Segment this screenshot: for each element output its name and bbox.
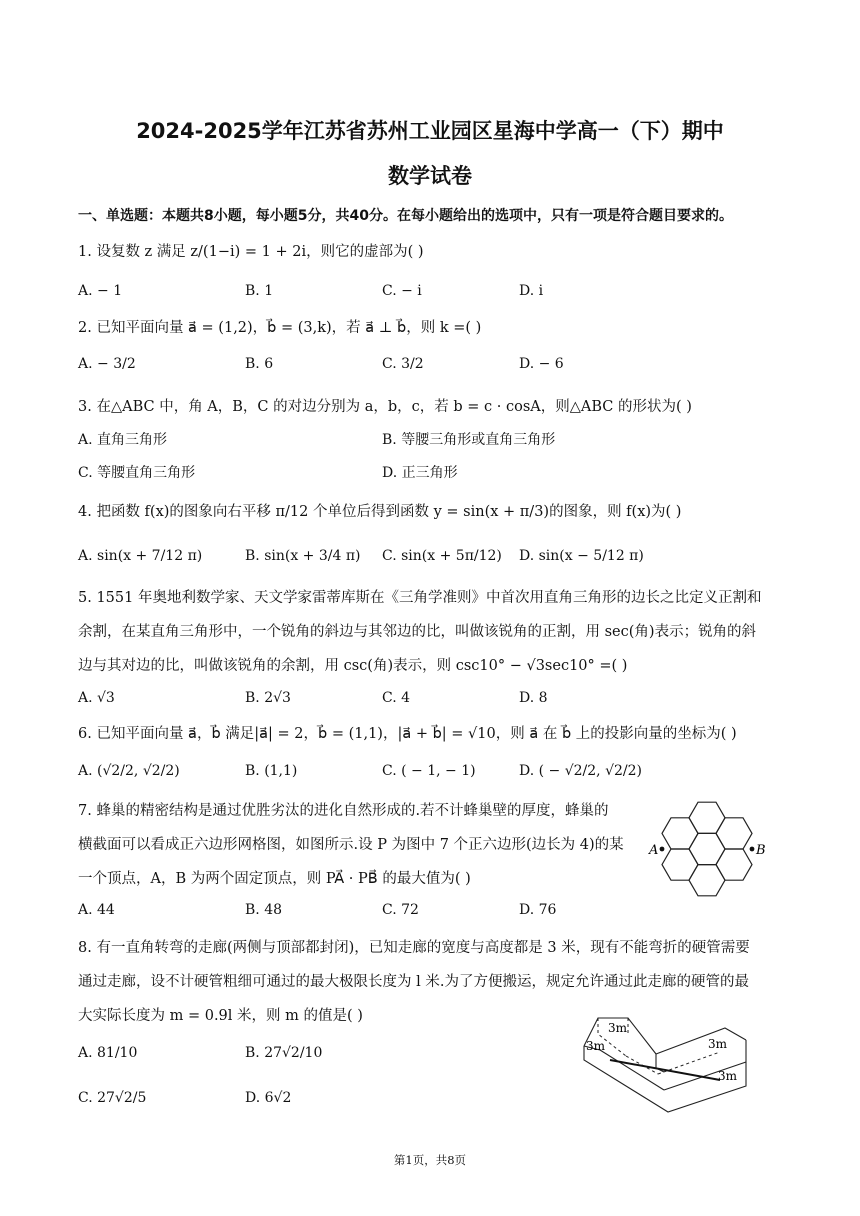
question-6: 6. 已知平面向量 a⃗，b⃗ 满足|a⃗| = 2，b⃗ = (1,1)，|a⃗ + b⃗| = √10，则 a⃗ 在 b⃗ 上的投影向量的坐标为( ) [78,726,737,742]
q2-option-a: A. − 3/2 [78,356,136,372]
q1-option-c: C. − i [382,283,422,299]
q7-option-a: A. 44 [78,902,115,918]
question-8-line-2: 通过走廊，设不计硬管粗细可通过的最大极限长度为 l 米.为了方便搬运，规定允许通过此走廊的硬管的最 [78,974,749,990]
question-8-line-1: 8. 有一直角转弯的走廊(两侧与顶部都封闭)，已知走廊的宽度与高度都是 3 米，现有不能弯折的硬管需要 [78,940,750,956]
hexagon-lower-right [716,849,752,880]
q1-option-d: D. i [519,283,544,299]
q8-option-a: A. 81/10 [78,1045,138,1061]
q8-option-c: C. 27√2/5 [78,1090,147,1106]
q6-option-b: B. (1,1) [245,763,298,779]
q2-option-d: D. − 6 [519,356,564,372]
hexagon-grid-figure [640,786,775,914]
q7-option-c: C. 72 [382,902,419,918]
question-3: 3. 在△ABC 中，角 A，B，C 的对边分别为 a，b，c，若 b = c · cosA，则△ABC 的形状为( ) [78,399,692,415]
pipe-line [610,1060,720,1080]
q1-option-a: A. − 1 [78,283,123,299]
width-label-1: 3m [586,1039,606,1053]
q3-option-b: B. 等腰三角形或直角三角形 [382,432,556,448]
hexagon-upper-right [716,818,752,849]
hexagon-bottom [689,865,725,896]
question-7-line-2: 横截面可以看成正六边形网格图，如图所示.设 P 为图中 7 个正六边形(边长为 4)的某 [78,837,624,853]
q8-option-d: D. 6√2 [245,1090,292,1106]
q2-option-c: C. 3/2 [382,356,424,372]
q1-option-b: B. 1 [245,283,274,299]
page-subtitle: 数学试卷 [388,164,472,188]
hexagon-top [689,802,725,833]
question-5-line-3: 边与其对边的比，叫做该锐角的余割，用 csc(角)表示，则 csc10° − √3sec10° =( ) [78,658,628,674]
question-7-line-1: 7. 蜂巢的精密结构是通过优胜劣汰的进化自然形成的.若不计蜂巢壁的厚度，蜂巢的 [78,803,609,819]
q6-option-d: D. ( − √2/2, √2/2) [519,763,642,779]
question-1: 1. 设复数 z 满足 z/(1−i) = 1 + 2i，则它的虚部为( ) [78,244,424,260]
q8-option-b: B. 27√2/10 [245,1045,323,1061]
q6-option-a: A. (√2/2, √2/2) [78,763,180,779]
height-label-2: 3m [708,1037,728,1051]
point-b-dot [750,847,755,852]
corridor-figure [580,1012,755,1114]
question-5-line-1: 5. 1551 年奥地利数学家、天文学家雷蒂库斯在《三角学准则》中首次用直角三角形的边长之比定义正割和 [78,590,762,606]
question-2: 2. 已知平面向量 a⃗ = (1,2)，b⃗ = (3,k)，若 a⃗ ⊥ b⃗，则 k =( ) [78,320,482,336]
q5-option-d: D. 8 [519,690,548,706]
q4-option-b: B. sin(x + 3/4 π) [245,548,361,564]
q5-option-b: B. 2√3 [245,690,291,706]
height-label-1: 3m [608,1021,628,1035]
q3-option-c: C. 等腰直角三角形 [78,465,196,481]
q5-option-c: C. 4 [382,690,411,706]
hexagon-upper-left [662,818,698,849]
q3-option-d: D. 正三角形 [382,465,458,481]
width-label-2: 3m [718,1069,738,1083]
section-header: 一、单选题：本题共8小题，每小题5分，共40分。在每小题给出的选项中，只有一项是符合题目要求的。 [78,208,733,224]
q7-option-d: D. 76 [519,902,557,918]
q5-option-a: A. √3 [78,690,115,706]
question-8-line-3: 大实际长度为 m = 0.9l 米，则 m 的值是( ) [78,1008,363,1024]
page-footer: 第1页，共8页 [393,1153,467,1167]
q4-option-d: D. sin(x − 5/12 π) [519,548,644,564]
question-7-line-3: 一个顶点，A，B 为两个固定顶点，则 PA⃗ · PB⃗ 的最大值为( ) [78,871,471,887]
q6-option-c: C. ( − 1, − 1) [382,763,476,779]
q7-option-b: B. 48 [245,902,283,918]
point-a-dot [660,847,665,852]
point-b-label: B [756,843,766,858]
point-a-label: A [649,843,659,858]
q2-option-b: B. 6 [245,356,274,372]
q4-option-c: C. sin(x + 5π/12) [382,548,502,564]
q4-option-a: A. sin(x + 7/12 π) [78,548,203,564]
page-title: 2024-2025学年江苏省苏州工业园区星海中学高一（下）期中 [136,119,724,143]
hexagon-lower-left [662,849,698,880]
question-5-line-2: 余割，在某直角三角形中，一个锐角的斜边与其邻边的比，叫做该锐角的正割，用 sec(角)表示；锐角的斜 [78,624,757,640]
hexagon-center [689,833,725,864]
q3-option-a: A. 直角三角形 [78,432,168,448]
question-4: 4. 把函数 f(x)的图象向右平移 π/12 个单位后得到函数 y = sin(x + π/3)的图象，则 f(x)为( ) [78,504,682,520]
